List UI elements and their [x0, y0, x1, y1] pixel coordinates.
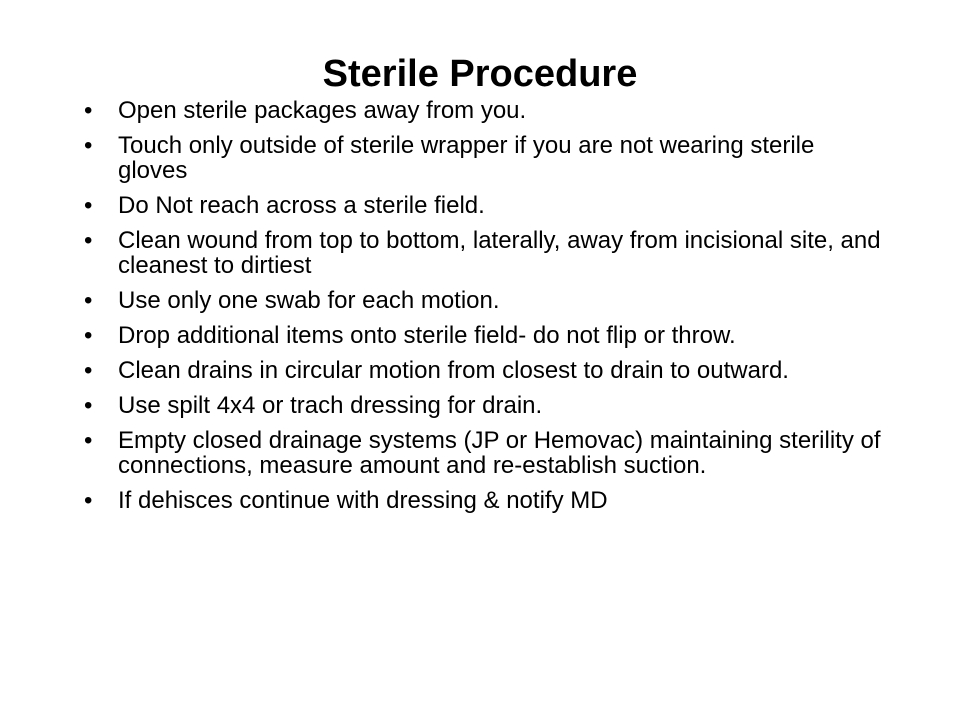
- bullet-dot: •: [84, 287, 93, 314]
- bullet-text: Use spilt 4x4 or trach dressing for drain.: [118, 392, 543, 419]
- bullet-text: Open sterile packages away from you.: [118, 97, 527, 124]
- bullet-item: [84, 358, 884, 383]
- bullet-text: Empty closed drainage systems (JP or Hemovac) maintaining sterility of connections, measure amount and re-establish suction.: [118, 427, 881, 479]
- bullet-text: Do Not reach across a sterile field.: [118, 192, 485, 219]
- bullet-text: Clean wound from top to bottom, laterally, away from incisional site, and cleanest to dirtiest: [118, 227, 881, 279]
- bullet-item: [84, 193, 884, 218]
- bullet-list: [84, 98, 884, 523]
- bullet-item: [84, 393, 884, 418]
- slide-title: Sterile Procedure: [322, 53, 638, 95]
- bullet-text: Clean drains in circular motion from closest to drain to outward.: [118, 357, 789, 384]
- bullet-text: Use only one swab for each motion.: [118, 287, 500, 314]
- bullet-dot: •: [84, 132, 93, 159]
- bullet-item: [84, 488, 884, 513]
- bullet-item: [84, 428, 884, 478]
- bullet-dot: •: [84, 97, 93, 124]
- bullet-item: [84, 228, 884, 278]
- bullet-item: [84, 133, 884, 183]
- bullet-item: [84, 288, 884, 313]
- bullet-dot: •: [84, 427, 93, 454]
- bullet-dot: •: [84, 322, 93, 349]
- bullet-text: Drop additional items onto sterile field- do not flip or throw.: [118, 322, 736, 349]
- bullet-item: [84, 98, 884, 123]
- bullet-dot: •: [84, 392, 93, 419]
- bullet-dot: •: [84, 357, 93, 384]
- bullet-text: Touch only outside of sterile wrapper if you are not wearing sterile gloves: [118, 132, 815, 184]
- bullet-dot: •: [84, 192, 93, 219]
- bullet-dot: •: [84, 487, 93, 514]
- bullet-dot: •: [84, 227, 93, 254]
- bullet-item: [84, 323, 884, 348]
- bullet-text: If dehisces continue with dressing & notify MD: [118, 487, 608, 514]
